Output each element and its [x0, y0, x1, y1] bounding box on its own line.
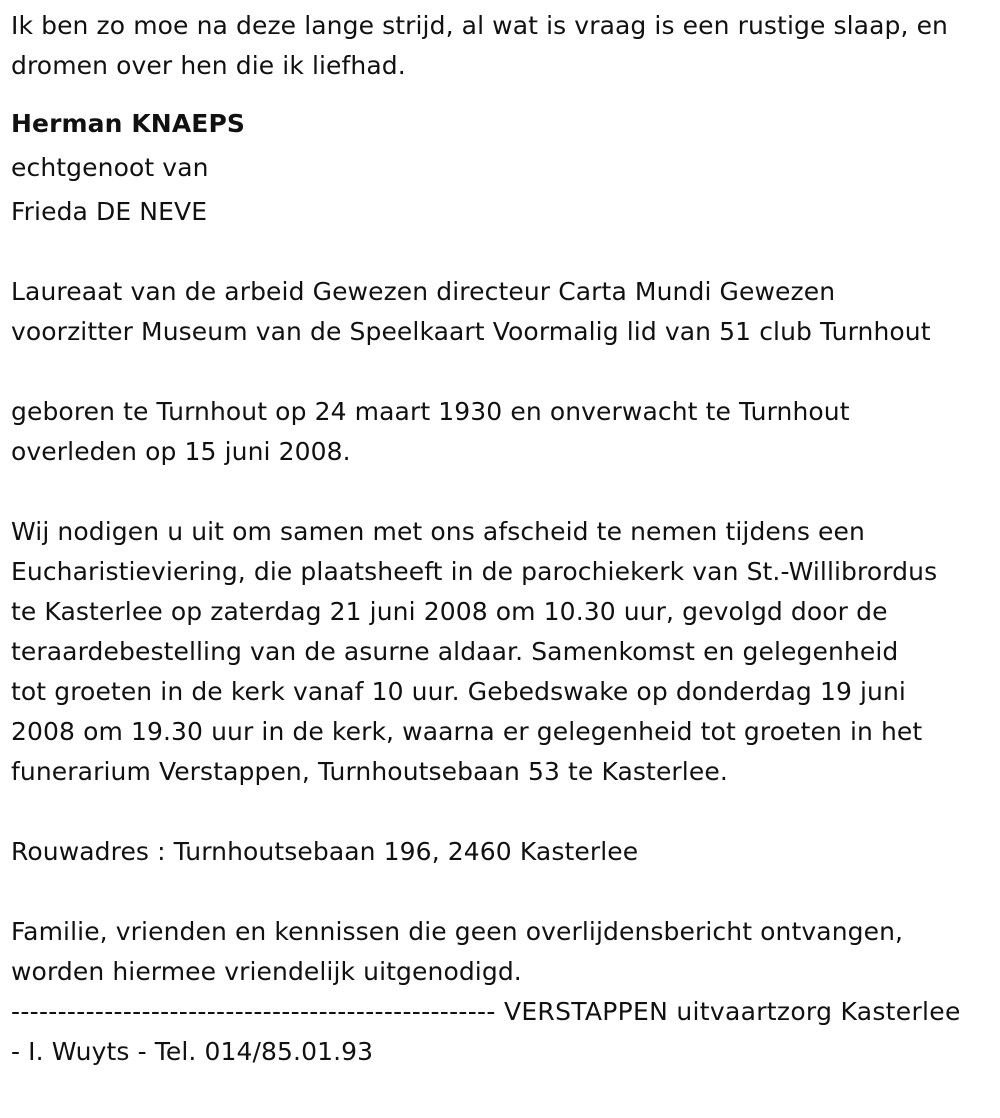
funeral-home-line: ---------------------------------------------------- VERSTAPPEN uitvaartzorg Kasterlee	[11, 997, 961, 1026]
mourning-address: Rouwadres : Turnhoutsebaan 196, 2460 Kasterlee	[11, 837, 639, 866]
ceremony-line: Wij nodigen u uit om samen met ons afscheid te nemen tijdens een	[11, 517, 865, 546]
obituary-notice	[11, 6, 996, 1072]
quote-line: dromen over hen die ik liefhad.	[11, 51, 406, 80]
spouse-name: Frieda DE NEVE	[11, 197, 208, 226]
deceased-name: Herman KNAEPS	[11, 109, 245, 138]
birth-death-block	[11, 392, 996, 472]
birth-death-line: geboren te Turnhout op 24 maart 1930 en onverwacht te Turnhout	[11, 397, 850, 426]
titles-line: Laureaat van de arbeid Gewezen directeur Carta Mundi Gewezen	[11, 277, 836, 306]
relation-text: echtgenoot van	[11, 153, 209, 182]
quote-line: Ik ben zo moe na deze lange strijd, al wat is vraag is een rustige slaap, en	[11, 11, 948, 40]
birth-death-line: overleden op 15 juni 2008.	[11, 437, 351, 466]
spacer	[11, 872, 996, 912]
ceremony-line: te Kasterlee op zaterdag 21 juni 2008 om 10.30 uur, gevolgd door de	[11, 597, 888, 626]
ceremony-block	[11, 512, 996, 792]
spacer	[11, 352, 996, 392]
invitation-line: Familie, vrienden en kennissen die geen overlijdensbericht ontvangen,	[11, 917, 904, 946]
ceremony-line: funerarium Verstappen, Turnhoutsebaan 53 te Kasterlee.	[11, 757, 728, 786]
ceremony-line: 2008 om 19.30 uur in de kerk, waarna er gelegenheid tot groeten in het	[11, 717, 923, 746]
ceremony-line: Eucharistieviering, die plaatsheeft in de parochiekerk van St.-Willibrordus	[11, 557, 938, 586]
contact-line: - I. Wuyts - Tel. 014/85.01.93	[11, 1037, 374, 1066]
ceremony-line: teraardebestelling van de asurne aldaar. Samenkomst en gelegenheid	[11, 637, 899, 666]
titles-line: voorzitter Museum van de Speelkaart Voormalig lid van 51 club Turnhout	[11, 317, 931, 346]
spacer	[11, 792, 996, 832]
ceremony-line: tot groeten in de kerk vanaf 10 uur. Gebedswake op donderdag 19 juni	[11, 677, 906, 706]
titles-block	[11, 272, 996, 352]
spacer	[11, 472, 996, 512]
invitation-block	[11, 912, 996, 992]
quote-block	[11, 6, 996, 86]
footer-block	[11, 992, 996, 1072]
spacer	[11, 232, 996, 272]
invitation-line: worden hiermee vriendelijk uitgenodigd.	[11, 957, 522, 986]
